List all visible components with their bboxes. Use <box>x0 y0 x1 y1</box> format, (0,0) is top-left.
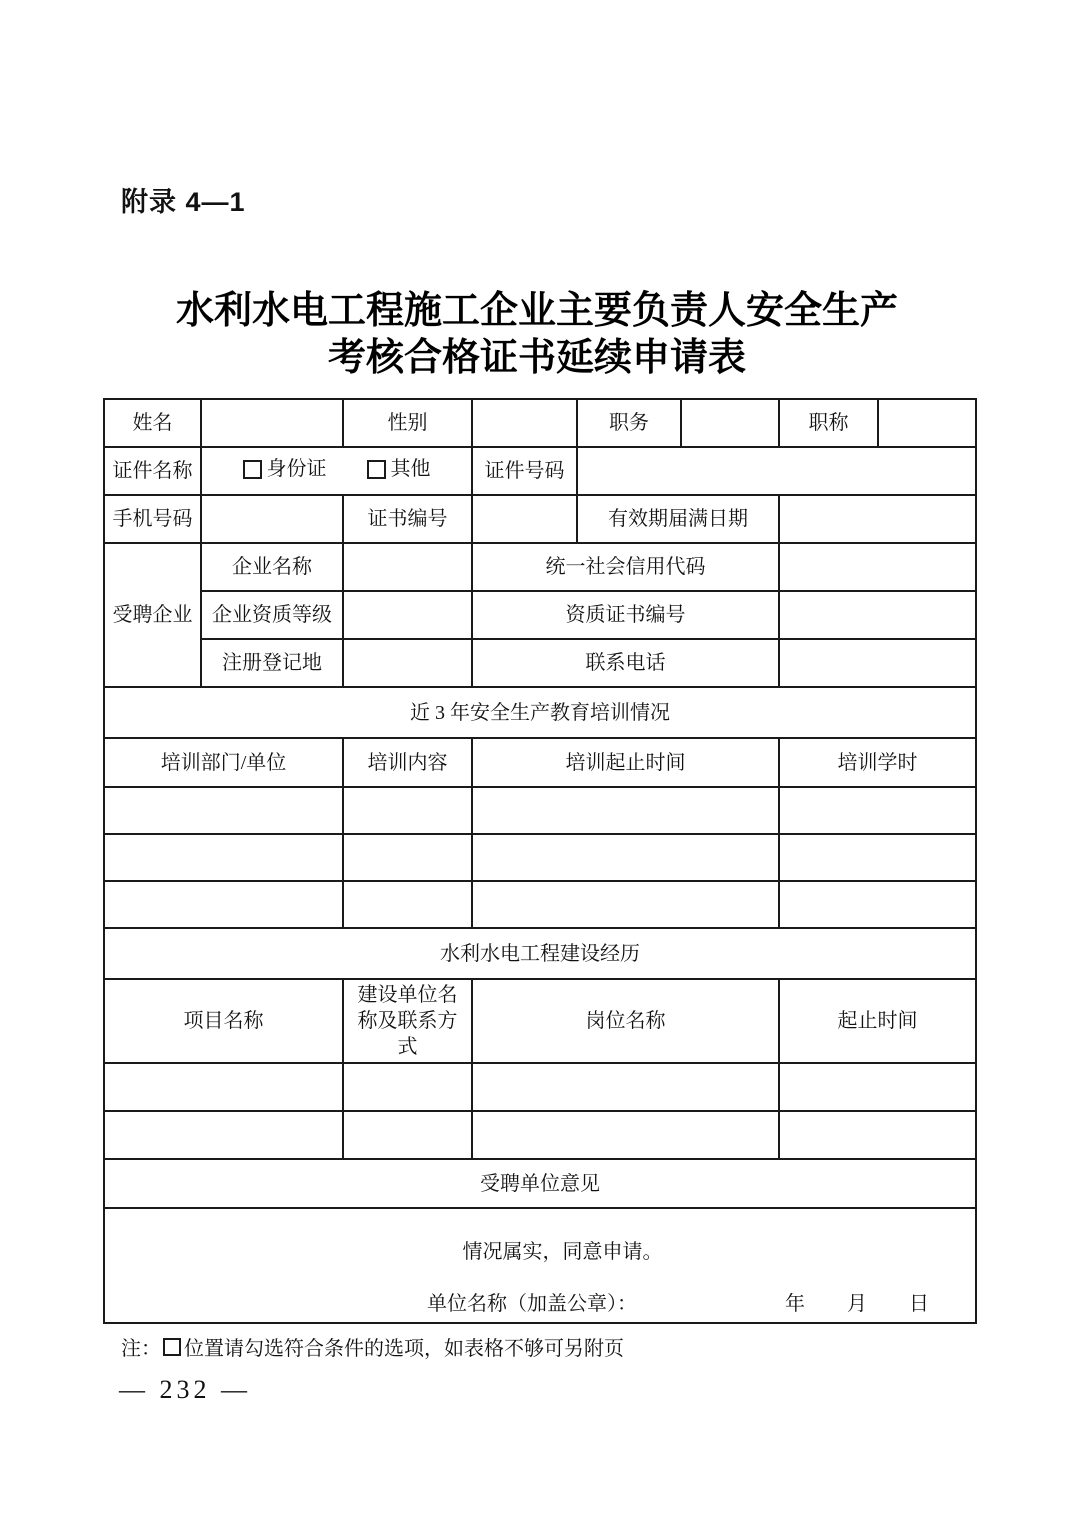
experience-post-header-cell: 岗位名称 <box>472 979 779 1063</box>
empty-cell <box>343 1111 472 1159</box>
opinion-content-cell <box>104 1208 976 1323</box>
opinion-statement: 情况属实，同意申请。 <box>462 1240 663 1263</box>
date-fields <box>785 1291 929 1317</box>
id-type-options-cell <box>201 447 472 495</box>
employer-group-label-cell: 受聘企业 <box>104 543 201 687</box>
footnote-text: 位置请勾选符合条件的选项，如表格不够可另附页 <box>184 1338 624 1360</box>
credit-code-label-cell: 统一社会信用代码 <box>472 543 779 591</box>
registered-address-value-cell <box>343 639 472 687</box>
application-form-table <box>103 398 977 1324</box>
empty-cell <box>343 834 472 881</box>
row-employer-address <box>104 639 976 687</box>
id-number-label-cell: 证件号码 <box>472 447 577 495</box>
registered-address-label-cell: 注册登记地 <box>201 639 343 687</box>
empty-cell <box>104 787 343 834</box>
empty-cell <box>779 787 976 834</box>
row-employer-name <box>104 543 976 591</box>
empty-cell <box>779 1063 976 1111</box>
year-label: 年 <box>785 1292 805 1315</box>
credit-code-value-cell <box>779 543 976 591</box>
seal-label: 单位名称（加盖公章）： <box>427 1292 637 1315</box>
training-blank-row <box>104 834 976 881</box>
experience-owner-header-cell: 建设单位名称及联系方式 <box>343 979 472 1063</box>
company-name-label-cell: 企业名称 <box>201 543 343 591</box>
row-employer-qualification <box>104 591 976 639</box>
id-card-checkbox-icon <box>243 460 262 479</box>
empty-cell <box>343 1063 472 1111</box>
position-label-cell: 职务 <box>577 399 681 447</box>
row-contact-certificate <box>104 495 976 543</box>
empty-cell <box>104 881 343 928</box>
certificate-no-value-cell <box>472 495 577 543</box>
expiry-date-value-cell <box>779 495 976 543</box>
qualification-cert-no-label-cell: 资质证书编号 <box>472 591 779 639</box>
empty-cell <box>779 834 976 881</box>
form-title-line1: 水利水电工程施工企业主要负责人安全生产 <box>175 290 898 332</box>
name-value-cell <box>201 399 343 447</box>
empty-cell <box>343 787 472 834</box>
training-blank-row <box>104 787 976 834</box>
company-name-value-cell <box>343 543 472 591</box>
experience-project-header-cell: 项目名称 <box>104 979 343 1063</box>
month-label: 月 <box>847 1292 867 1315</box>
appendix-label: 附录 4—1 <box>121 187 246 217</box>
training-content-header-cell: 培训内容 <box>343 738 472 787</box>
other-option <box>367 456 431 482</box>
expiry-date-label-cell: 有效期届满日期 <box>577 495 779 543</box>
experience-period-header-cell: 起止时间 <box>779 979 976 1063</box>
professional-title-value-cell <box>878 399 976 447</box>
empty-cell <box>104 1111 343 1159</box>
row-experience-section <box>104 928 976 979</box>
training-section-title-cell: 近 3 年安全生产教育培训情况 <box>104 687 976 738</box>
gender-value-cell <box>472 399 577 447</box>
empty-cell <box>472 787 779 834</box>
row-opinion-section <box>104 1159 976 1208</box>
seal-and-date-row <box>109 1291 971 1317</box>
row-id-document <box>104 447 976 495</box>
id-type-label-cell: 证件名称 <box>104 447 201 495</box>
row-experience-headers <box>104 979 976 1063</box>
form-title <box>0 288 1074 382</box>
footnote <box>121 1332 624 1361</box>
id-card-option <box>243 456 327 482</box>
training-hours-header-cell: 培训学时 <box>779 738 976 787</box>
row-basic-identity <box>104 399 976 447</box>
empty-cell <box>472 881 779 928</box>
id-number-value-cell <box>577 447 976 495</box>
form-title-line2: 考核合格证书延续申请表 <box>327 337 746 379</box>
qualification-grade-value-cell <box>343 591 472 639</box>
page-number: — 232 — <box>119 1375 251 1404</box>
empty-cell <box>104 834 343 881</box>
qualification-cert-no-value-cell <box>779 591 976 639</box>
empty-cell <box>472 1111 779 1159</box>
footnote-checkbox-icon <box>163 1338 181 1356</box>
empty-cell <box>472 1063 779 1111</box>
empty-cell <box>779 1111 976 1159</box>
qualification-grade-label-cell: 企业资质等级 <box>201 591 343 639</box>
experience-blank-row <box>104 1111 976 1159</box>
id-card-option-label: 身份证 <box>266 458 327 481</box>
experience-section-title-cell: 水利水电工程建设经历 <box>104 928 976 979</box>
contact-phone-value-cell <box>779 639 976 687</box>
training-department-header-cell: 培训部门/单位 <box>104 738 343 787</box>
experience-blank-row <box>104 1063 976 1111</box>
empty-cell <box>472 834 779 881</box>
position-value-cell <box>681 399 779 447</box>
professional-title-label-cell: 职称 <box>779 399 878 447</box>
empty-cell <box>104 1063 343 1111</box>
other-checkbox-icon <box>367 460 386 479</box>
row-training-headers <box>104 738 976 787</box>
mobile-label-cell: 手机号码 <box>104 495 201 543</box>
training-blank-row <box>104 881 976 928</box>
mobile-value-cell <box>201 495 343 543</box>
day-label: 日 <box>909 1292 929 1315</box>
other-option-label: 其他 <box>390 458 431 481</box>
empty-cell <box>779 881 976 928</box>
empty-cell <box>343 881 472 928</box>
footnote-prefix: 注： <box>121 1338 161 1360</box>
gender-label-cell: 性别 <box>343 399 472 447</box>
certificate-no-label-cell: 证书编号 <box>343 495 472 543</box>
name-label-cell: 姓名 <box>104 399 201 447</box>
contact-phone-label-cell: 联系电话 <box>472 639 779 687</box>
opinion-section-title-cell: 受聘单位意见 <box>104 1159 976 1208</box>
row-training-section <box>104 687 976 738</box>
row-opinion-content <box>104 1208 976 1323</box>
training-period-header-cell: 培训起止时间 <box>472 738 779 787</box>
